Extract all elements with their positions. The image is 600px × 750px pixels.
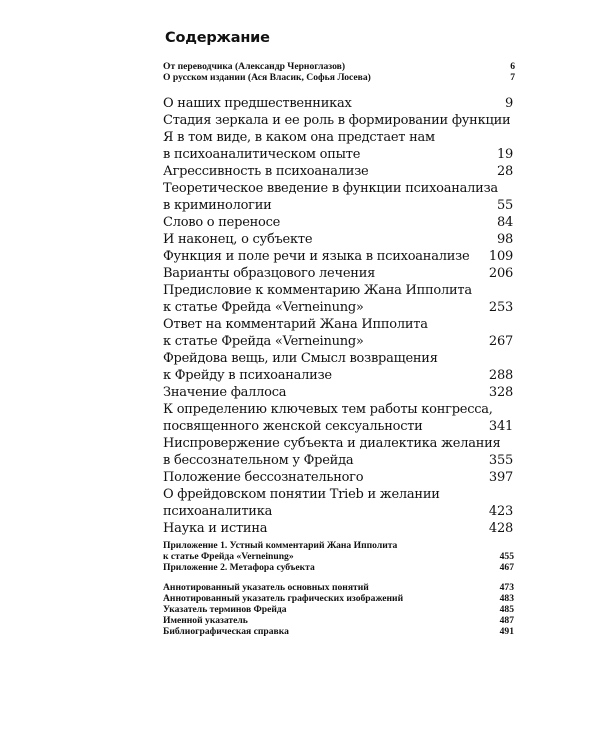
toc-entry-page: 84	[496, 215, 513, 230]
toc-entry-page: 328	[488, 385, 513, 400]
page-title: Содержание	[165, 30, 270, 46]
toc-entry	[163, 95, 515, 112]
toc-entry-page: 397	[488, 470, 513, 485]
toc-entry	[163, 469, 515, 486]
toc-entry-title: Функция и поле речи и языка в психоанализе	[163, 249, 470, 264]
toc-entry-page: 491	[499, 626, 514, 637]
toc-entry	[163, 401, 515, 418]
toc-entry-title: в бессознательном у Фрейда	[163, 453, 354, 468]
toc-entry-page: 7	[510, 72, 515, 83]
toc-entry-title: Теоретическое введение в функции психоанализа	[163, 181, 498, 196]
toc-entry-page: 206	[488, 266, 513, 281]
toc-entry	[163, 540, 515, 551]
toc-entry-title: посвященного женской сексуальности	[163, 419, 423, 434]
toc-entry-title: От переводчика (Александр Черноглазов)	[163, 61, 346, 72]
toc-entry-title: Я в том виде, в каком она предстает нам	[163, 130, 435, 145]
toc-entry-page: 341	[488, 419, 513, 434]
toc-entry	[163, 486, 515, 503]
toc-entry-title: к Фрейду в психоанализе	[163, 368, 332, 383]
toc-entry-title: О фрейдовском понятии Trieb и желании	[163, 487, 440, 502]
toc-entry-title: психоаналитика	[163, 504, 273, 519]
toc-entry	[163, 562, 515, 573]
toc-entry	[163, 112, 515, 129]
toc-entry-title: Фрейдова вещь, или Смысл возвращения	[163, 351, 438, 366]
toc-entry-title: Положение бессознательного	[163, 470, 364, 485]
toc-entry-page: 487	[499, 615, 514, 626]
toc-entry	[163, 146, 515, 163]
toc-entry-page: 55	[496, 198, 513, 213]
toc-entry-title: Варианты образцового лечения	[163, 266, 376, 281]
toc-entry-page: 98	[496, 232, 513, 247]
toc-entry-title: О русском издании (Ася Власик, Софья Лосева)	[163, 72, 371, 83]
toc-entry	[163, 435, 515, 452]
toc-entry-title: И наконец, о субъекте	[163, 232, 313, 247]
toc-entry-page: 473	[499, 582, 514, 593]
toc-entry	[163, 129, 515, 146]
toc-entry	[163, 265, 515, 282]
toc-entry-page: 19	[496, 147, 513, 162]
toc-entry-page: 109	[488, 249, 513, 264]
toc-entry	[163, 316, 515, 333]
toc-entry-page: 485	[499, 604, 514, 615]
toc-entry-title: Приложение 2. Метафора субъекта	[163, 562, 315, 573]
toc-entry	[163, 248, 515, 265]
toc-entry-page: 467	[499, 562, 514, 573]
toc-entry	[163, 333, 515, 350]
toc-entry	[163, 197, 515, 214]
toc-entry-title: Предисловие к комментарию Жана Ипполита	[163, 283, 472, 298]
toc-entry-page: 288	[488, 368, 513, 383]
toc-entry	[163, 520, 515, 537]
toc-entry-page: 483	[499, 593, 514, 604]
toc-entry	[163, 350, 515, 367]
toc-entry	[163, 626, 515, 637]
toc-entry-page: 6	[510, 61, 515, 72]
toc-entry	[163, 384, 515, 401]
toc-entry-title: Приложение 1. Устный комментарий Жана Ипполита	[163, 540, 398, 551]
toc-entry-title: К определению ключевых тем работы конгресса,	[163, 402, 493, 417]
toc-entry	[163, 367, 515, 384]
toc-entry-page: 428	[488, 521, 513, 536]
toc-entry	[163, 503, 515, 520]
toc-entry-title: к статье Фрейда «Verneinung»	[163, 551, 294, 562]
toc-entry	[163, 231, 515, 248]
toc-entry-title: Наука и истина	[163, 521, 268, 536]
toc-entry-title: Указатель терминов Фрейда	[163, 604, 287, 615]
toc-entry	[163, 551, 515, 562]
toc-entry-title: Аннотированный указатель графических изображений	[163, 593, 404, 604]
toc-entry-title: к статье Фрейда «Verneinung»	[163, 334, 364, 349]
toc-entry	[163, 214, 515, 231]
toc-entry	[163, 452, 515, 469]
toc-entry-page: 355	[488, 453, 513, 468]
toc-entry	[163, 593, 515, 604]
toc-entry	[163, 163, 515, 180]
toc-entry	[163, 61, 515, 72]
toc-entry-page: 253	[488, 300, 513, 315]
toc-entry-page: 267	[488, 334, 513, 349]
toc-entry-title: Аннотированный указатель основных понятий	[163, 582, 369, 593]
toc-entry-title: в криминологии	[163, 198, 272, 213]
toc-entry	[163, 282, 515, 299]
toc-entry-page: 9	[504, 96, 513, 111]
toc-entry-title: Слово о переносе	[163, 215, 281, 230]
toc-entry	[163, 582, 515, 593]
toc-entry-title: Значение фаллоса	[163, 385, 287, 400]
toc-entry	[163, 615, 515, 626]
toc-entry-page: 423	[488, 504, 513, 519]
toc-entry	[163, 72, 515, 83]
toc-entry-title: Ответ на комментарий Жана Ипполита	[163, 317, 428, 332]
toc-entry-title: Библиографическая справка	[163, 626, 289, 637]
toc-entry	[163, 180, 515, 197]
toc-entry-title: Стадия зеркала и ее роль в формировании функции	[163, 113, 511, 128]
toc-entry	[163, 299, 515, 316]
toc-entry-page: 455	[499, 551, 514, 562]
toc-entry	[163, 604, 515, 615]
toc-entry	[163, 418, 515, 435]
toc-entry-title: О наших предшественниках	[163, 96, 352, 111]
toc-entry-title: в психоаналитическом опыте	[163, 147, 361, 162]
toc-entry-title: Ниспровержение субъекта и диалектика желания	[163, 436, 501, 451]
toc-entry-title: Именной указатель	[163, 615, 248, 626]
toc-entry-page: 28	[496, 164, 513, 179]
toc-entry-title: к статье Фрейда «Verneinung»	[163, 300, 364, 315]
toc-entry-title: Агрессивность в психоанализе	[163, 164, 369, 179]
